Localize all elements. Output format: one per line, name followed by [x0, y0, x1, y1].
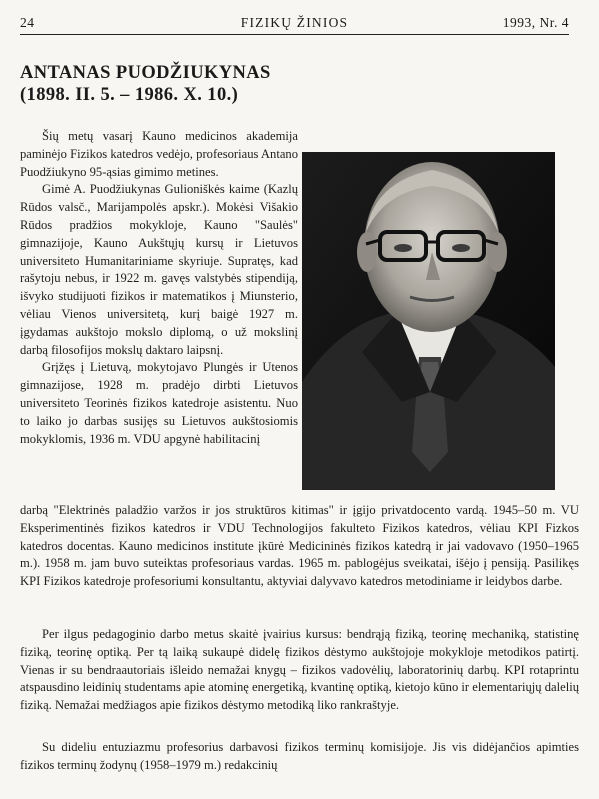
journal-title: FIZIKŲ ŽINIOS	[240, 15, 349, 30]
paragraph: Per ilgus pedagoginio darbo metus skaitė įvairius kursus: bendrąją fiziką, teorinę mechaniką, statistinę fiziką, teorinę optiką. Per tą laiką sukaupė didelę fizikos dėstymo aukštojoje mokykloje metodikos patirtį. Vienas ir su bendraautoriais išleido nemažai knygų – fizikos vadovėlių, laboratorinių darbų. KPI rotaprintu atspausdino leidinių studentams apie atominę energetiką, kvantinę optiką, kietojo kūno ir elementariųjų dalelių fiziką. Nemažai medžiagos apie fizikos dėstymo metodiką liko rankraštyje.	[20, 627, 579, 713]
article-title	[20, 62, 350, 106]
title-dates: (1898. II. 5. – 1986. X. 10.)	[20, 85, 239, 105]
paragraph: Grįžęs į Lietuvą, mokytojavo Plungės ir Utenos gimnazijose, 1928 m. pradėjo dirbti Lietuvos universiteto Teorinės fizikos katedroje asistentu. Nuo to laiko jo darbas susijęs su Lietuvos aukštosiomis mokyklomis, 1936 m. VDU apgynė habilitacinį	[20, 360, 298, 446]
portrait-photo	[302, 152, 555, 490]
paragraph: darbą "Elektrinės paladžio varžos ir jos struktūros kitimas" ir įgijo privatdocento vardą. 1945–50 m. VU Eksperimentinės fizikos katedros ir VDU Technologijos fakulteto Fizikos katedros, vėliau KPI Fizkos katedros docentas. Kauno medicinos institute įkūrė Medicininės fizikos katedrą ir jai vadovavo (1950–1965 m.). 1958 m. jam buvo suteiktas profesoriaus vardas. 1965 m. pablogėjus sveikatai, išėjo į pensiją. Pasilikęs KPI Fizikos katedroje profesoriumi konsultantu, aktyviai dalyvavo katedros metodiniame ir leidybos darbe.	[20, 503, 579, 589]
paragraph: Gimė A. Puodžiukynas Gulioniškės kaime (Kazlų Rūdos valsč., Marijampolės apskr.). Mokėsi Višakio Rūdos pradžios mokykloje, Kauno "Saulės" gimnazijoje, Kauno Aukštųjų kursų ir Lietuvos universiteto Humanitariniame skyriuje. Supratęs, kad rašytoju nebus, ir 1922 m. gavęs valstybės stipendiją, išvyko studijuoti fizikos ir matematikos į Miunsterio, vėliau Vienos universitetą, kurį baigė 1927 m. įgydamas aukštojo mokslo diplomą, o už mokslinį darbą filosofijos mokslų daktaro laipsnį.	[20, 182, 298, 357]
issue-info: 1993, Nr. 4	[502, 15, 569, 30]
narrow-column-text	[20, 128, 298, 448]
running-header	[20, 12, 569, 35]
portrait-image	[302, 152, 555, 490]
paragraph: Šių metų vasarį Kauno medicinos akademija paminėjo Fizikos katedros vedėjo, profesoriaus Antano Puodžiukyno 95-ąsias gimimo metines.	[20, 129, 298, 179]
page-number: 24	[20, 15, 35, 30]
wide-text-block-2	[20, 626, 579, 715]
paragraph: Su dideliu entuziazmu profesorius darbavosi fizikos terminų komisijoje. Jis vis didėjančios apimties fizikos terminų žodynų (1958–1979 m.) redakcinių	[20, 740, 579, 772]
wide-text-block-1	[20, 502, 579, 591]
title-name: ANTANAS PUODŽIUKYNAS	[20, 63, 271, 83]
wide-text-block-3	[20, 739, 579, 775]
